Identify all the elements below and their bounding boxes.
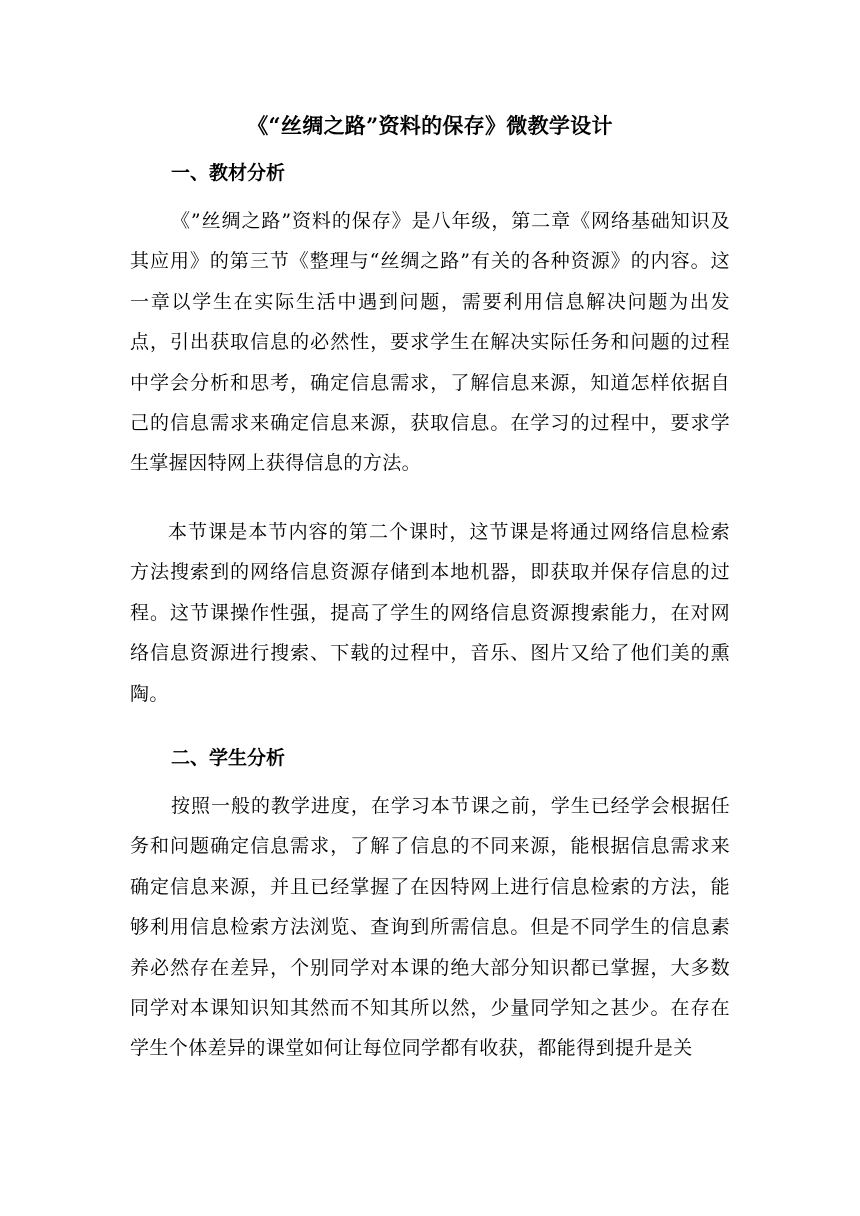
paragraph-textbook-analysis-2: 本节课是本节内容的第二个课时，这节课是将通过网络信息检索方法搜索到的网络信息资源存储到本地机器，即获取并保存信息的过程。这节课操作性强，提高了学生的网络信息资源搜索能力，在对网络信息资源进行搜索、下载的过程中，音乐、图片又给了他们美的熏陶。 (130, 521, 730, 705)
paragraph-student-analysis-1: 按照一般的教学进度，在学习本节课之前，学生已经学会根据任务和问题确定信息需求，了解了信息的不同来源，能根据信息需求来确定信息来源，并且已经掌握了在因特网上进行信息检索的方法，能够利用信息检索方法浏览、查询到所需信息。但是不同学生的信息素养必然存在差异，个别同学对本课的绝大部分知识都已掌握，大多数同学对本课知识知其然而不知其所以然，少量同学知之甚少。在存在学生个体差异的课堂如何让每位同学都有收获，都能得到提升是关 (130, 795, 730, 1060)
document-title: 《“丝绸之路”资料的保存》微教学设计 (247, 113, 613, 138)
paragraph-textbook-analysis-1: 《”丝绸之路”资料的保存》是八年级，第二章《网络基础知识及其应用》的第三节《整理与“丝绸之路”有关的各种资源》的内容。这一章以学生在实际生活中遇到问题，需要利用信息解决问题为出发点，引出获取信息的必然性，要求学生在解决实际任务和问题的过程中学会分析和思考，确定信息需求，了解信息来源，知道怎样依据自己的信息需求来确定信息来源，获取信息。在学习的过程中，要求学生掌握因特网上获得信息的方法。 (130, 210, 730, 475)
section-heading-textbook-analysis: 一、教材分析 (171, 162, 286, 184)
section-heading-student-analysis: 二、学生分析 (171, 747, 286, 769)
